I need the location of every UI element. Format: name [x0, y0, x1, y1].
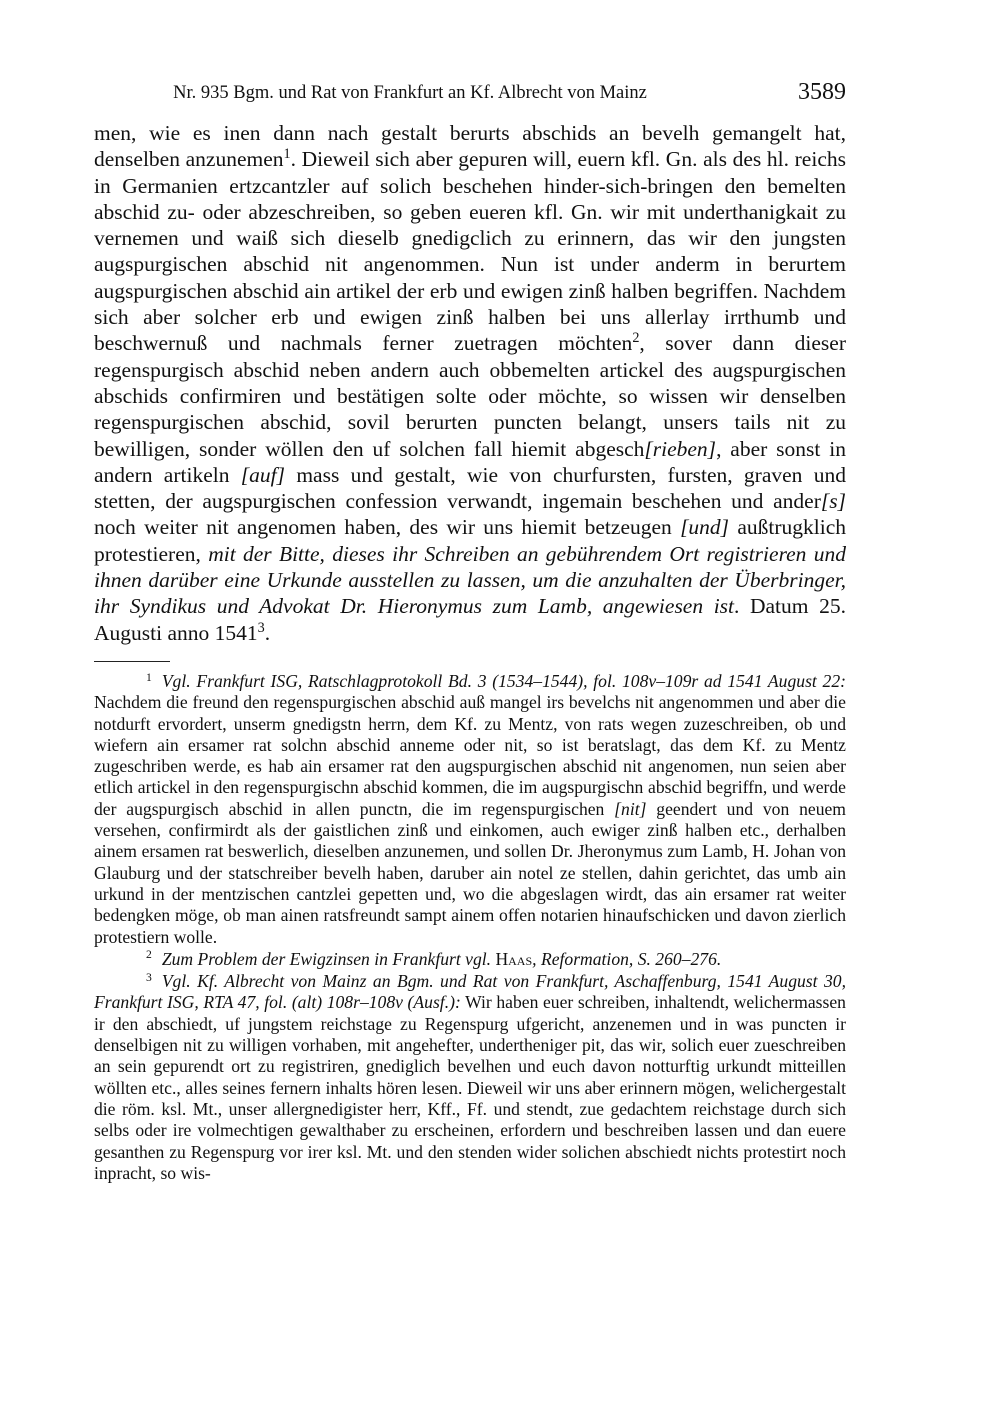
text-run: geendert und von neuem versehen, confirmirdt als der gaistlichen zinß und einkomen, auch ewiger zinß halben etc., derhalben ainem ersamen rat beswerlich, dieselben anzunemen, und sollen Dr. Jheronymus zum Lamb, H. Johan von Glauburg und der statschreiber bevelh haben, daruber ain notel ze stellen, dahin gerichtet, das umb ain urkund in der mentzischen cantzlei gepetten und, wo die abgeslagen wirdt, das ain ersamer rat weiter bedengken möge, ob man ainen ratsfreundt sampt ainem offen notarien hinaufschicken und davon zierlich protestiern wolle. — [94, 798, 846, 947]
text-run: mass und gestalt, wie von churfursten, fursten, graven und stetten, der augspurgischen confession verwandt, ingemain beschehen und ander — [94, 462, 846, 514]
editorial-summary: mit der Bitte, dieses ihr Schreiben an gebührendem Ort registrieren und ihnen darüber eine Urkunde ausstellen zu lassen, um die anzuhalten der Überbringer, ihr Syndikus und Advokat Dr. Hieronymus zum Lamb, angewiesen ist — [94, 541, 846, 619]
text-run: . Dieweil sich aber gepuren will, euern kfl. Gn. als des hl. reichs in Germanien ertzcantzler auf solich beschehen hinder-sich-bringen den bemelten abschid zu- oder abzeschreiben, so geben eueren kfl. Gn. wir mit underthanigkait zu vernemen und waiß sich dieselb gnedigclich zu erinnern, das wir den jungsten augspurgischen abschid nit angenommen. Nun ist under anderm in berurtem augspurgischen abschid ain artikel der erb und ewigen zinß halben begriffen. Nachdem sich aber solcher erb und ewigen zinß halben bei uns allerlay irrthumb und beschwernuß und nachmals ferner zuetragen möchten — [94, 147, 846, 356]
citation: , Reformation, S. 260–276. — [532, 948, 722, 969]
footnote-ref-2: 2 — [632, 330, 640, 347]
footnote-rule — [94, 661, 170, 662]
footnote-1: $^1$ Vgl. Frankfurt ISG, Ratschlagprotokoll Bd. 3 (1534–1544), fol. 108v–109r ad 1541 August 22: Nachdem die freund den regenspurgischen abschid auß mangel irs bevelchs nit angenommen und aber die notdurft ervordert, unserm gnedigstn herrn, dem Kf. zu Mentz, von rats wegen zuzeschreiben, ob und wiefern ain ersamer rat solchn abschid anneme oder nit, so ist beratslagt, das dem Kf. zu Mentz zugeschriben werde, es hab ain ersamer rat den augspurgischen abschid nit angenomen, nun seien aber etlich artickel in den regenspurgischn abschid kommen, die im augspurgischn abschid begriffn, und werde der augspurgisch abschid in allen punctn, die im regenspurgischen [nit] geendert und von neuem versehen, confirmirdt als der gaistlichen zinß und einkomen, auch ewiger zinß halben etc., derhalben ainem ersamen rat beswerlich, dieselben anzunemen, und sollen Dr. Jheronymus zum Lamb, H. Johan von Glauburg und der statschreiber bevelh haben, daruber ain notel ze stellen, dahin gerichtet, das umb ain urkund in der mentzischen cantzlei gepetten und, wo die abgeslagen wirdt, das ain ersamer rat weiter bedengken möge, ob man ainen ratsfreundt sampt ainem offen notarien hinaufschicken und davon zierlich protestiern wolle. — [94, 670, 846, 947]
text-run: . — [264, 620, 271, 645]
text-run: . Datum 25. Augusti anno 1541 — [94, 594, 846, 645]
citation: Vgl. Frankfurt ISG, Ratschlagprotokoll Bd. 3 (1534–1544), fol. 108v–109r ad 1541 August 22: — [161, 671, 846, 691]
text-run: men, wie es inen dann nach gestalt berurts abschids an bevelh gemangelt hat, denselben anzunemen — [94, 121, 846, 172]
page-number: 3589 — [798, 79, 846, 105]
citation: Zum Problem der Ewigzinsen in Frankfurt vgl. — [161, 948, 492, 969]
main-paragraph — [94, 120, 846, 646]
editorial-insertion: [auf] — [240, 462, 286, 487]
editorial-insertion: [nit] — [614, 798, 647, 819]
editorial-insertion: [und] — [680, 515, 730, 540]
text-run: Wir haben euer schreiben, inhaltendt, welichermassen ir den abschiedt, uf jungstem reichstage zu Regenspurg ufgericht, anzenemen und in was puncten ir denselbigen nit zu willigen vorhaben, mit angehefter, undertheniger pit, das wir, solich euer zueschreiben an sein gepurendt ort zu registriren, gnediglich bevelhen und euch davon notturftig urkundt mitteillen wöllten etc., alles seines fernern inhalts hören lesen. Dieweil wir uns aber erinnern mögen, welichergestalt die röm. ksl. Mt., unser allergnedigister herr, Kff., Ff. und stendt, zue gedachtem reichstage durch sich selbs oder ire volmechtigen gewalthaber zu erscheinen, erfordern und beschreiben lassen und dan euere gesanthen zu Regenspurg vor irer ksl. Mt. und den stenden wider solichen abschiedt nichts protestirt noch inpracht, so wis- — [94, 992, 846, 1183]
footnote-2: $^2$ Zum Problem der Ewigzinsen in Frankfurt vgl. Haas, Reformation, S. 260–276. — [146, 948, 722, 969]
author-name: Haas — [495, 948, 533, 969]
text-run: , aber sonst in andern artikeln — [94, 436, 846, 487]
text-run: Nachdem die freund den regenspurgischen abschid auß mangel irs bevelchs nit angenommen und aber die notdurft ervordert, unserm gnedigstn herrn, dem Kf. zu Mentz, von rats wegen zuzeschreiben, ob und wiefern ain ersamer rat solchn abschid anneme oder nit, so ist beratslagt, das dem Kf. zu Mentz zugeschriben werde, es hab ain ersamer rat den augspurgischen abschid nit angenomen, nun seien aber etlich artickel in den regenspurgischn abschid kommen, die im augspurgischn abschid begriffn, und werde der augspurgisch abschid in allen punctn, die im regenspurgischen — [94, 692, 846, 819]
main-text — [94, 120, 846, 646]
editorial-insertion: [rieben] — [644, 436, 717, 461]
editorial-insertion: [s] — [820, 489, 846, 514]
running-head: Nr. 935 Bgm. und Rat von Frankfurt an Kf. Albrecht von Mainz — [173, 83, 647, 103]
text-run: noch weiter nit angenomen haben, des wir uns hiemit betzeugen — [94, 515, 681, 540]
footnote-ref-1: 1 — [283, 146, 291, 163]
citation: Vgl. Kf. Albrecht von Mainz an Bgm. und Rat von Frankfurt, Aschaffenburg, 1541 August 30, Frankfurt ISG, RTA 47, fol. (alt) 108r–108v (Ausf.): — [94, 971, 846, 1013]
text-run: , sover dann dieser regenspurgisch abschid neben andern auch obbemelten artickel des augspurgischen abschids confirmiren und bestätigen solte oder möchte, so wissen wir denselben regenspurgischen abschid, sovil berurten puncten belangt, unsers tails nit zu bewilligen, sonder wöllen den uf solchen fall hiemit abgesch — [94, 331, 846, 461]
page-header — [94, 80, 846, 110]
footnote-3: $^3$ Vgl. Kf. Albrecht von Mainz an Bgm. und Rat von Frankfurt, Aschaffenburg, 1541 August 30, Frankfurt ISG, RTA 47, fol. (alt) 108r–108v (Ausf.): Wir haben euer schreiben, inhaltendt, welichermassen ir den abschiedt, uf jungstem reichstage zu Regenspurg ufgericht, anzenemen und in was puncten ir denselbigen nit zu willigen vorhaben, mit angehefter, undertheniger pit, das wir, solich euer zueschreiben an sein gepurendt ort zu registriren, gnediglich bevelhen und euch davon notturftig urkundt mitteillen wöllten etc., alles seines fernern inhalts hören lesen. Dieweil wir uns aber erinnern mögen, welichergestalt die röm. ksl. Mt., unser allergnedigister herr, Kff., Ff. und stendt, zue gedachtem reichstage durch sich selbs oder ire volmechtigen gewalthaber zu erscheinen, erfordern und beschreiben lassen und dan euere gesanthen zu Regenspurg vor irer ksl. Mt. und den stenden wider solichen abschiedt nichts protestirt noch inpracht, so wis- — [94, 970, 846, 1183]
text-run: außtrugklich protestieren, — [94, 515, 846, 566]
footnotes — [94, 671, 846, 1184]
footnote-ref-3: 3 — [257, 619, 265, 636]
